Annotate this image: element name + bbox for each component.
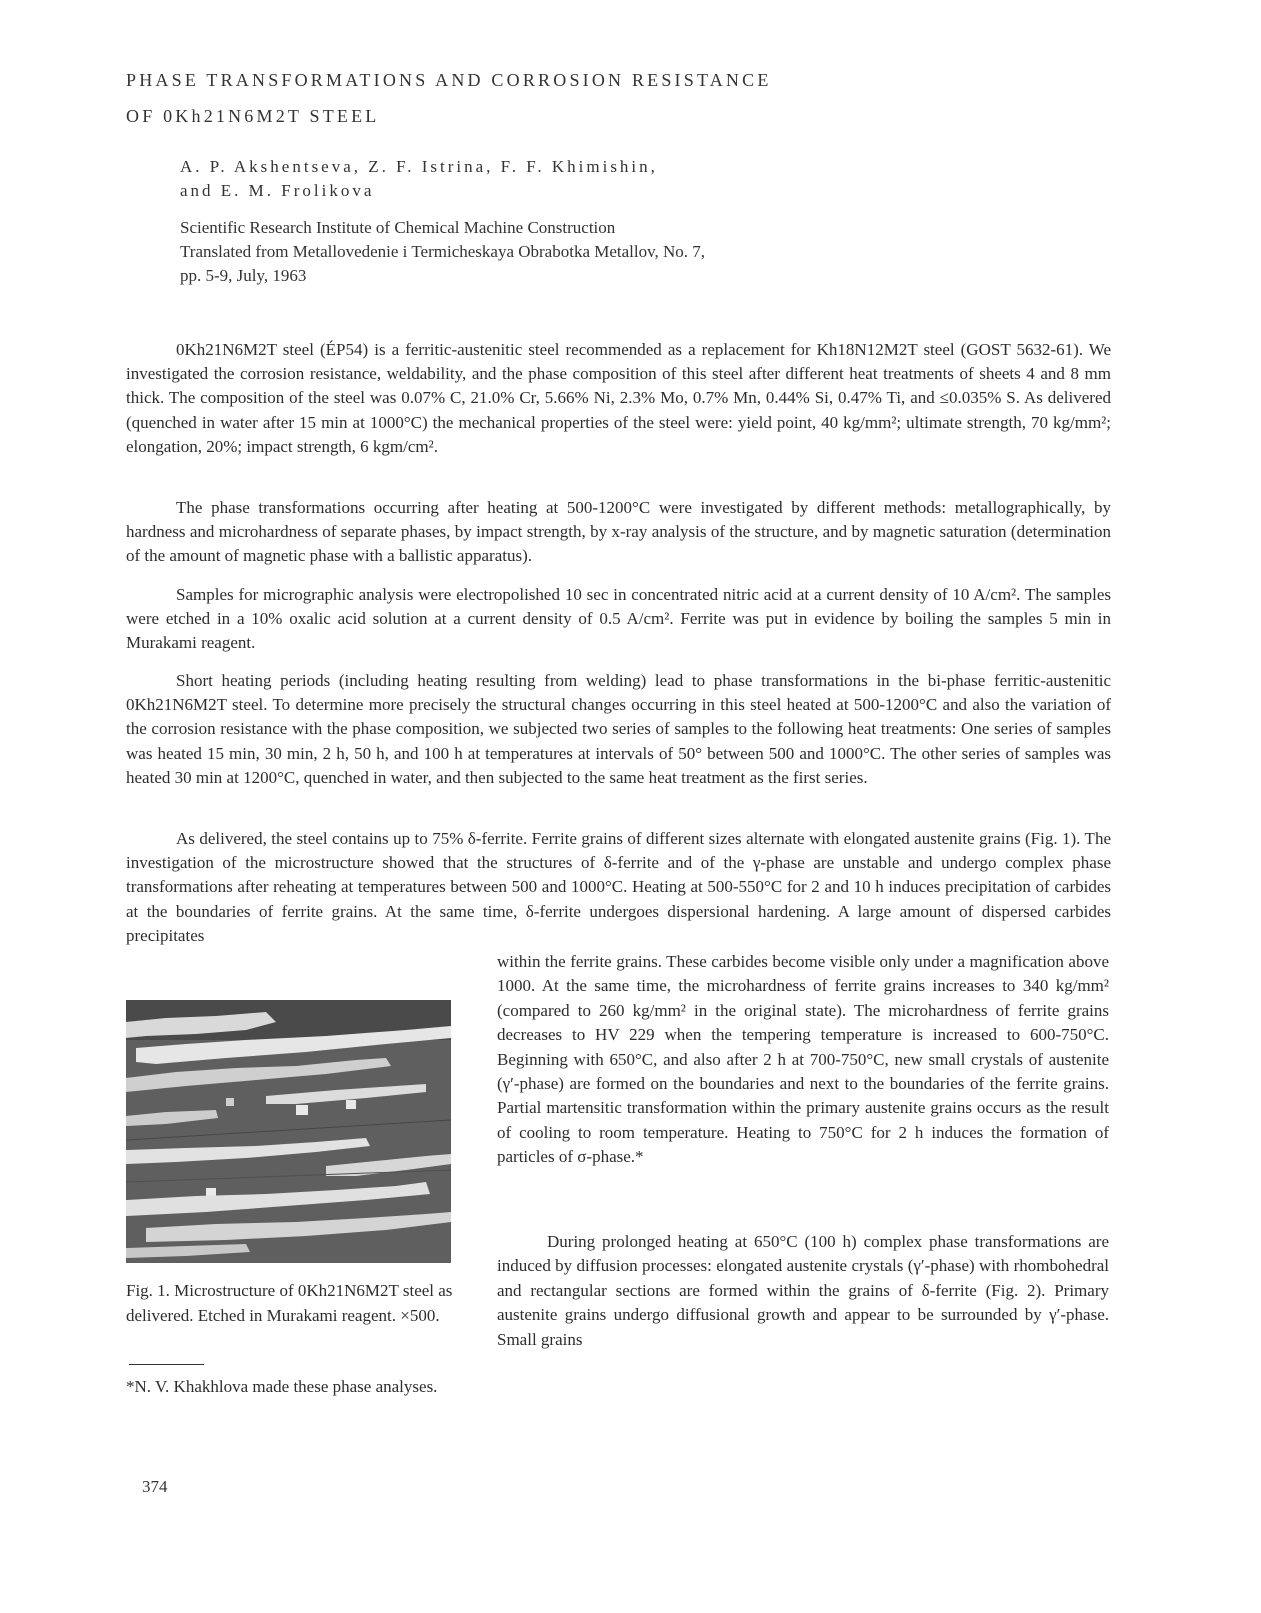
authors-line-1: A. P. Akshentseva, Z. F. Istrina, F. F. Khimishin, xyxy=(180,157,658,176)
affiliation: Scientific Research Institute of Chemical Machine Construction xyxy=(180,218,616,237)
paragraph-intro: 0Kh21N6M2T steel (ÉP54) is a ferritic-austenitic steel recommended as a replacement for Kh18N12M2T steel (GOST 5632-61). We investigated the corrosion resistance, weldability, and the phase composition of this steel after different heat treatments of sheets 4 and 8 mm thick. The composition of the steel was 0.07% C, 21.0% Cr, 5.66% Ni, 2.3% Mo, 0.7% Mn, 0.44% Si, 0.47% Ti, and ≤0.035% S. As delivered (quenched in water after 15 min at 1000°C) the mechanical properties of the steel were: yield point, 40 kg/mm²; ultimate strength, 70 kg/mm²; elongation, 20%; impact strength, 6 kgm/cm². xyxy=(126,340,1111,456)
paragraph-methods: The phase transformations occurring after heating at 500-1200°C were investigated by different methods: metallographically, by hardness and microhardness of separate phases, by impact strength, by x-ray analysis of the structure, and by magnetic saturation (determination of the amount of magnetic phase with a ballistic apparatus). xyxy=(126,498,1111,566)
authors-line-2: and E. M. Frolikova xyxy=(180,181,375,200)
footnote-divider xyxy=(129,1364,204,1365)
article-title-line-1: PHASE TRANSFORMATIONS AND CORROSION RESISTANCE xyxy=(126,70,772,90)
paragraph-microstructure: As delivered, the steel contains up to 75% δ-ferrite. Ferrite grains of different sizes alternate with elongated austenite grains (Fig. 1). The investigation of the microstructure showed that the structures of δ-ferrite and of the γ-phase are unstable and undergo complex phase transformations after reheating at temperatures between 500 and 1000°C. Heating at 500-550°C for 2 and 10 h induces precipitation of carbides at the boundaries of ferrite grains. At the same time, δ-ferrite undergoes dispersional hardening. A large amount of dispersed carbides precipitates xyxy=(126,829,1111,945)
source-line-2: pp. 5-9, July, 1963 xyxy=(180,266,307,285)
micrograph-image xyxy=(126,1000,451,1263)
source-line-1: Translated from Metallovedenie i Termicheskaya Obrabotka Metallov, No. 7, xyxy=(180,242,706,261)
paragraph-prolonged-heating: During prolonged heating at 650°C (100 h) complex phase transformations are induced by diffusion processes: elongated austenite crystals (γ′-phase) with rhombohedral and rectangular sections are formed within the grains of δ-ferrite (Fig. 2). Primary austenite grains undergo diffusional growth and appear to be surrounded by γ′-phase. Small grains xyxy=(497,1232,1109,1349)
paragraph-sample-prep: Samples for micrographic analysis were electropolished 10 sec in concentrated nitric acid at a current density of 10 A/cm². The samples were etched in a 10% oxalic acid solution at a current density of 0.5 A/cm². Ferrite was put in evidence by boiling the samples 5 min in Murakami reagent. xyxy=(126,585,1111,653)
micrograph-figure xyxy=(126,1000,451,1263)
page-number: 374 xyxy=(142,1477,168,1496)
paragraph-heat-treatment: Short heating periods (including heating resulting from welding) lead to phase transformations in the bi-phase ferritic-austenitic 0Kh21N6M2T steel. To determine more precisely the structural changes occurring in this steel heated at 500-1200°C and also the variation of the corrosion resistance with the phase composition, we subjected two series of samples to the following heat treatments: One series of samples was heated 15 min, 30 min, 2 h, 50 h, and 100 h at temperatures at intervals of 50° between 500 and 1000°C. The other series of samples was heated 30 min at 1200°C, quenched in water, and then subjected to the same heat treatment as the first series. xyxy=(126,671,1111,787)
footnote: *N. V. Khakhlova made these phase analyses. xyxy=(126,1377,438,1396)
article-title-line-2: OF 0Kh21N6M2T STEEL xyxy=(126,106,380,126)
figure-caption: Fig. 1. Microstructure of 0Kh21N6M2T steel as delivered. Etched in Murakami reagent. ×500. xyxy=(126,1281,453,1325)
paragraph-microstructure-continued: within the ferrite grains. These carbides become visible only under a magnification above 1000. At the same time, the microhardness of ferrite grains increases to 340 kg/mm² (compared to 260 kg/mm² in the original state). The microhardness of ferrite grains decreases to HV 229 when the tempering temperature is increased to 600-750°C. Beginning with 650°C, and also after 2 h at 700-750°C, new small crystals of austenite (γ′-phase) are formed on the boundaries and next to the boundaries of the ferrite grains. Partial martensitic transformation within the primary austenite grains occurs as the result of cooling to room temperature. Heating to 750°C for 2 h induces the formation of particles of σ-phase.* xyxy=(497,952,1109,1167)
